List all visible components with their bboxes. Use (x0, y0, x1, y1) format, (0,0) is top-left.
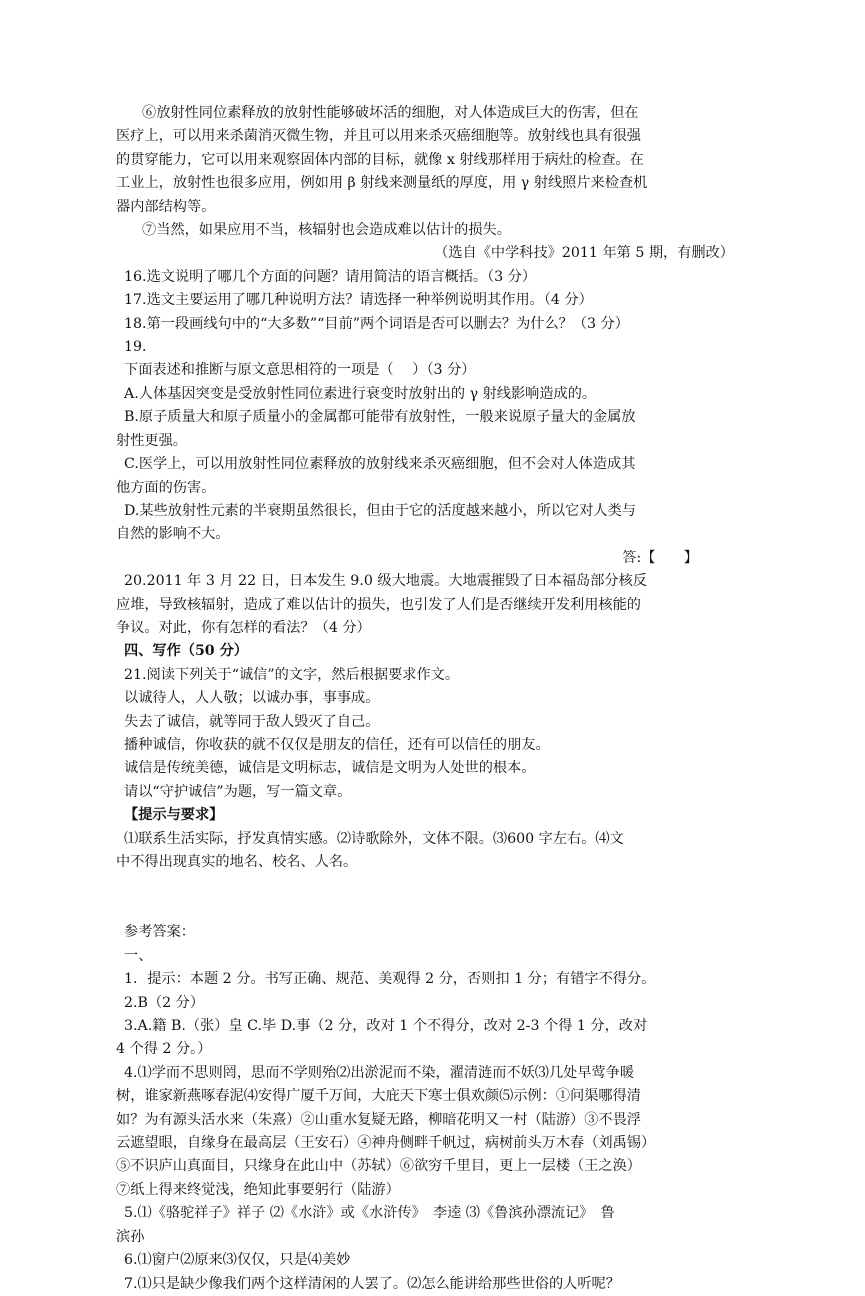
article-paragraph-6 (116, 102, 738, 219)
answer-2: 2.B（2 分） (124, 994, 205, 1011)
answer-4-line: 树，谁家新燕啄春泥⑷安得广厦千万间，大庇天下寒士俱欢颜⑸示例：①问渠哪得清 (116, 1088, 641, 1105)
quote-line: 失去了诚信，就等同于敌人毁灭了自己。 (124, 713, 380, 730)
text-line: 的贯穿能力，它可以用来观察固体内部的目标，就像 x 射线那样用于病灶的检查。在 (116, 151, 644, 168)
writing-heading (116, 640, 738, 663)
answer-4-line: ⑦纸上得来终觉浅，绝知此事要躬行（陆游） (116, 1181, 400, 1198)
quote-line: 诚信是传统美德，诚信是文明标志，诚信是文明为人处世的根本。 (124, 760, 536, 777)
option-c-line: C.医学上，可以用放射性同位素释放的放射线来杀灭癌细胞，但不会对人体造成其 (124, 456, 636, 473)
option-c-line: 他方面的伤害。 (116, 479, 216, 496)
question-20-line: 20.2011 年 3 月 22 日，日本发生 9.0 级大地震。大地震摧毁了日本福岛部分核反 (124, 573, 647, 590)
option-d-line: D.某些放射性元素的半衰期虽然很长，但由于它的活度越来越小，所以它对人类与 (124, 502, 636, 519)
document-page (116, 102, 738, 1296)
answer-7: 7.⑴只是缺少像我们两个这样清闲的人罢了。⑵怎么能讲给那些世俗的人听呢？ (124, 1275, 620, 1292)
option-a: A.人体基因突变是受放射性同位素进行衰变时放射出的 γ 射线影响造成的。 (124, 385, 597, 402)
question-20-line: 应堆，导致核辐射，造成了难以估计的损失，也引发了人们是否继续开发利用核能的 (116, 596, 641, 613)
quote-line: 请以“守护诚信”为题，写一篇文章。 (124, 783, 352, 800)
answers-section-1: 一、 (124, 947, 153, 964)
tips-heading (116, 804, 738, 827)
option-b-line: B.原子质量大和原子质量小的金属都可能带有放射性，一般来说原子量大的金属放 (124, 409, 636, 426)
spacer (116, 874, 738, 921)
question-21: 21.阅读下列关于“诚信”的文字，然后根据要求作文。 (124, 666, 460, 683)
answer-5-line: 滨孙 (116, 1228, 145, 1245)
answers-title: 参考答案： (124, 924, 195, 941)
question-19-stem: 下面表述和推断与原文意思相符的一项是（ ）（3 分） (124, 362, 476, 379)
answer-3-line: 3.A.籍 B.（张）皇 C.毕 D.事（2 分，改对 1 个不得分，改对 2-3 个得 1 分，改对 (124, 1018, 648, 1035)
question-18: 18.第一段画线句中的“大多数”“目前”两个词语是否可以删去？为什么？（3 分） (124, 315, 629, 332)
text-line: 器内部结构等。 (116, 198, 216, 215)
option-d-line: 自然的影响不大。 (116, 526, 230, 543)
tips-heading-text: 【提示与要求】 (124, 807, 224, 824)
text-line: 医疗上，可以用来杀菌消灭微生物，并且可以用来杀灭癌细胞等。放射线也具有很强 (116, 128, 641, 145)
answer-3-line: 4 个得 2 分。） (116, 1041, 212, 1058)
answer-4-line: 4.⑴学而不思则罔，思而不学则殆⑵出淤泥而不染，濯清涟而不妖⑶几处早莺争暖 (124, 1064, 635, 1081)
article-paragraph-7: ⑦当然，如果应用不当，核辐射也会造成难以估计的损失。 (142, 222, 511, 239)
answer-4-line: 云遮望眼，自缘身在最高层（王安石）④神舟侧畔千帆过，病树前头万木春（刘禹锡） (116, 1135, 656, 1152)
answer-1: 1．提示：本题 2 分。书写正确、规范、美观得 2 分，否则扣 1 分；有错字不得分。 (124, 971, 656, 988)
question-20-line: 争议。对此，你有怎样的看法？（4 分） (116, 619, 371, 636)
text-line: 工业上，放射性也很多应用，例如用 β 射线来测量纸的厚度，用 γ 射线照片来检查机 (116, 175, 648, 192)
answer-5-line: 5.⑴《骆驼祥子》祥子 ⑵《水浒》或《水浒传》 李逵 ⑶《鲁滨孙漂流记》 鲁 (124, 1205, 615, 1222)
text-line: ⑥放射性同位素释放的放射性能够破坏活的细胞，对人体造成巨大的伤害，但在 (142, 105, 639, 121)
quote-line: 以诚待人，人人敬；以诚办事，事事成。 (124, 690, 380, 707)
answer-6: 6.⑴窗户⑵原来⑶仅仅，只是⑷美妙 (124, 1252, 351, 1269)
answer-4-line: 如？为有源头活水来（朱熹）②山重水复疑无路，柳暗花明又一村（陆游）③不畏浮 (116, 1111, 641, 1128)
quote-line: 播种诚信，你收获的就不仅仅是朋友的信任，还有可以信任的朋友。 (124, 736, 550, 753)
question-17: 17.选文主要运用了哪几种说明方法？请选择一种举例说明其作用。（4 分） (124, 292, 593, 309)
article-source: （选自《中学科技》2011 年第 5 期，有删改） (434, 245, 734, 262)
option-b-line: 射性更强。 (116, 432, 187, 449)
writing-heading-text: 四、写作（50 分） (124, 643, 248, 660)
answer-blank: 答:【 】 (622, 549, 698, 566)
tips-line: 中不得出现真实的地名、校名、人名。 (116, 854, 358, 870)
question-19-number: 19. (124, 339, 147, 356)
question-16: 16.选文说明了哪几个方面的问题？请用简洁的语言概括。（3 分） (124, 268, 537, 285)
tips-line: ⑴联系生活实际，抒发真情实感。⑵诗歌除外，文体不限。⑶600 字左右。⑷文 (124, 830, 624, 847)
answer-4-line: ⑤不识庐山真面目，只缘身在此山中（苏轼）⑥欲穷千里目，更上一层楼（王之涣） (116, 1158, 641, 1175)
